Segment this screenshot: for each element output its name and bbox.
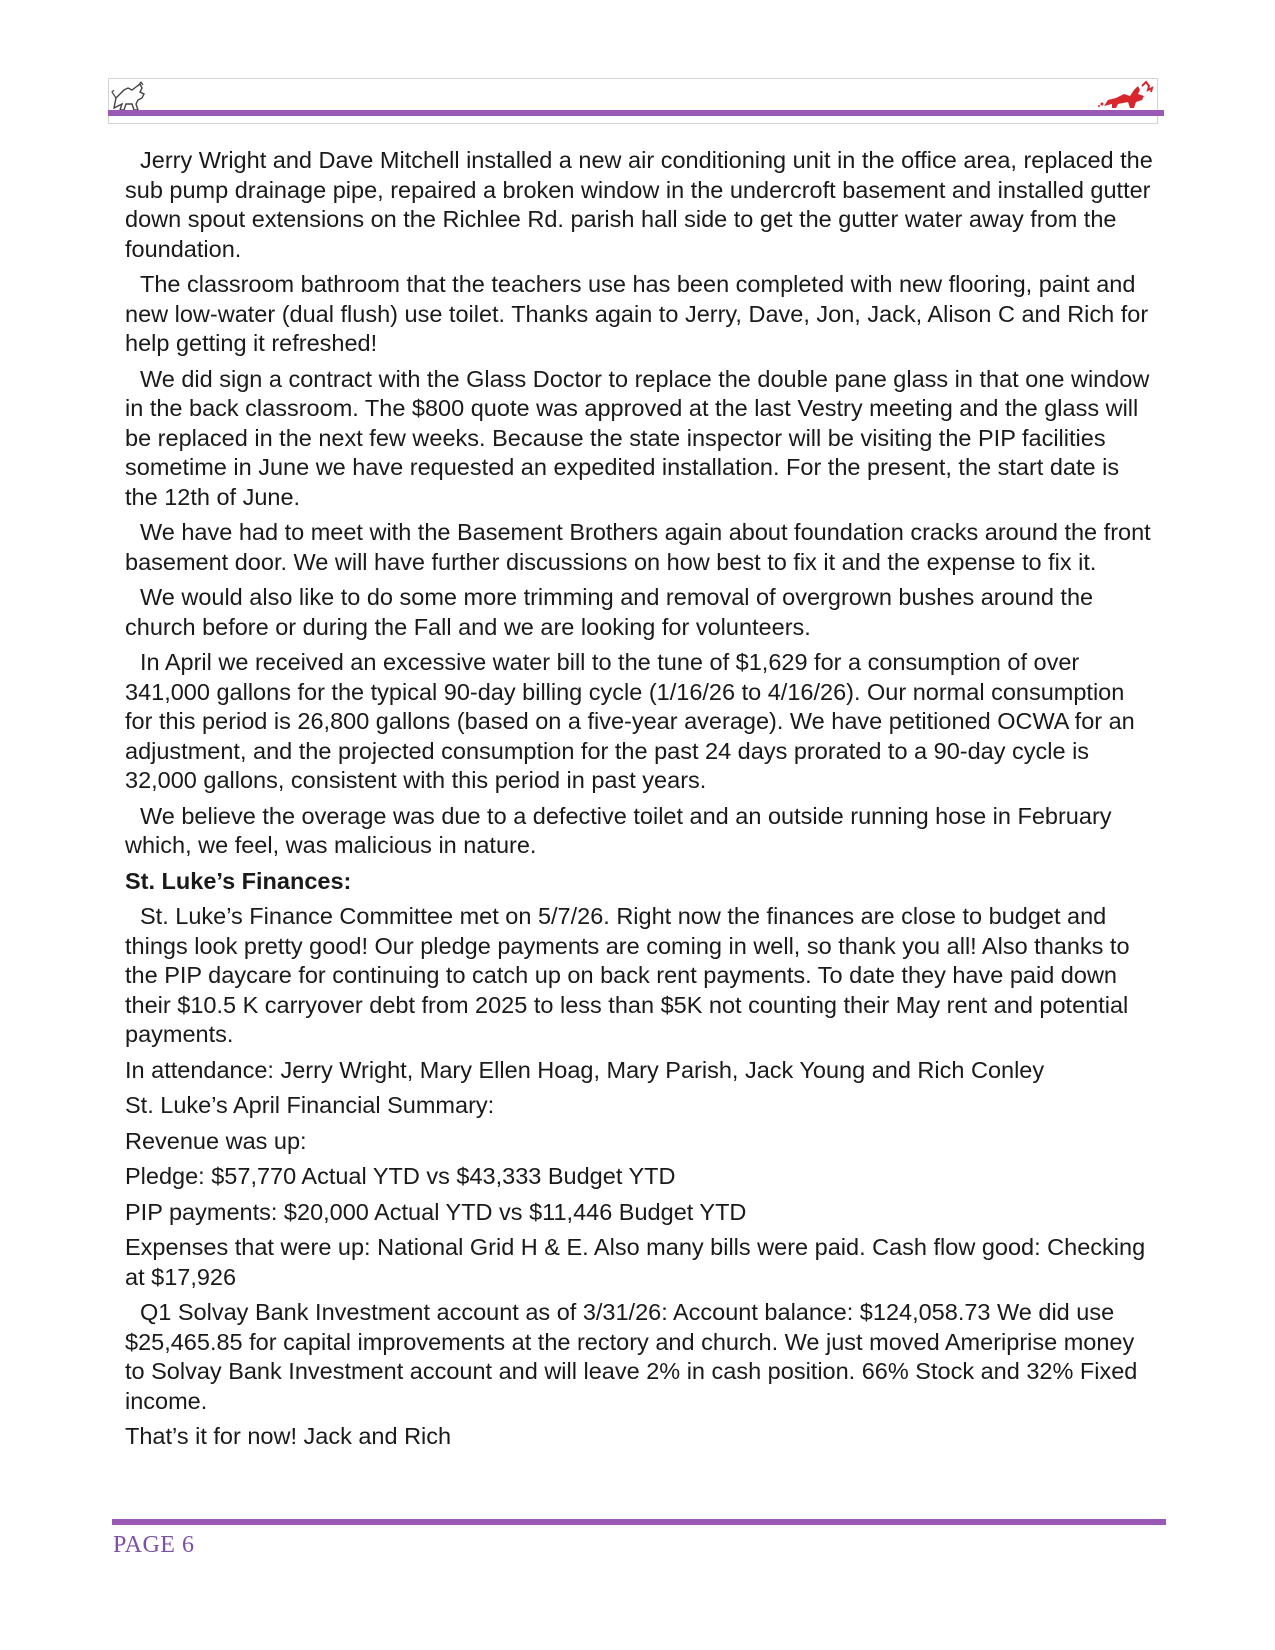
page-header bbox=[108, 78, 1158, 124]
paragraph-volunteers: We would also like to do some more trimming and removal of overgrown bushes around the church before or during the Fall and we are looking for volunteers. bbox=[125, 584, 1094, 640]
section-heading-finances: St. Luke’s Finances: bbox=[125, 867, 352, 894]
paragraph-finance-committee: St. Luke’s Finance Committee met on 5/7/26. Right now the finances are close to budget and things look pretty good! Our pledge payments are coming in well, so thank you all! Also thanks to the PIP daycare for continuing to catch up on back rent payments. To date they have paid down their $10.5 K carryover debt from 2025 to less than $5K not counting their May rent and potential payments. bbox=[125, 903, 1130, 1047]
paragraph-revenue: Revenue was up: bbox=[125, 1127, 307, 1154]
paragraph-water-bill: In April we received an excessive water bill to the tune of $1,629 for a consumption of over 341,000 gallons for the typical 90-day billing cycle (1/16/26 to 4/16/26). Our normal consumption for this period is 26,800 gallons (based on a five-year average). We have petitioned OCWA for an adjustment, and the projected consumption for the past 24 days prorated to a 90-day cycle is 32,000 gallons, consistent with this period in past years. bbox=[125, 649, 1135, 793]
paragraph-summary-title: St. Luke’s April Financial Summary: bbox=[125, 1092, 495, 1118]
lion-heraldic-icon bbox=[110, 80, 148, 114]
paragraph-basement: We have had to meet with the Basement Brothers again about foundation cracks around the front basement door. We will have further discussions on how best to fix it and the expense to fix it. bbox=[125, 519, 1151, 575]
paragraph-expenses: Expenses that were up: National Grid H & E. Also many bills were paid. Cash flow good: Checking at $17,926 bbox=[125, 1234, 1146, 1290]
header-rule bbox=[108, 110, 1164, 116]
article-body bbox=[125, 146, 1155, 1458]
paragraph-signoff: That’s it for now! Jack and Rich bbox=[125, 1423, 452, 1449]
paragraph-attendance: In attendance: Jerry Wright, Mary Ellen Hoag, Mary Parish, Jack Young and Rich Conley bbox=[125, 1056, 1045, 1083]
paragraph-pledge: Pledge: $57,770 Actual YTD vs $43,333 Budget YTD bbox=[125, 1163, 676, 1189]
paragraph-overage: We believe the overage was due to a defective toilet and an outside running hose in February which, we feel, was malicious in nature. bbox=[125, 802, 1112, 858]
red-bull-icon bbox=[1096, 80, 1156, 112]
paragraph-pip-payments: PIP payments: $20,000 Actual YTD vs $11,446 Budget YTD bbox=[125, 1198, 747, 1225]
footer-rule bbox=[112, 1519, 1166, 1525]
page-number: PAGE 6 bbox=[113, 1532, 195, 1558]
paragraph-glass-doctor: We did sign a contract with the Glass Doctor to replace the double pane glass in that one window in the back classroom. The $800 quote was approved at the last Vestry meeting and the glass will be replaced in the next few weeks. Because the state inspector will be visiting the PIP facilities sometime in June we have requested an expedited installation. For the present, the start date is the 12th of June. bbox=[125, 365, 1150, 510]
paragraph-bathroom: The classroom bathroom that the teachers use has been completed with new flooring, paint and new low-water (dual flush) use toilet. Thanks again to Jerry, Dave, Jon, Jack, Alison C and Rich for help getting it refreshed! bbox=[125, 271, 1149, 356]
paragraph-investment: Q1 Solvay Bank Investment account as of 3/31/26: Account balance: $124,058.73 We did use $25,465.85 for capital improvements at the rectory and church. We just moved Ameriprise money to Solvay Bank Investment account and will leave 2% in cash position. 66% Stock and 32% Fixed income. bbox=[125, 1299, 1138, 1414]
paragraph-maintenance: Jerry Wright and Dave Mitchell installed a new air conditioning unit in the office area, replaced the sub pump drainage pipe, repaired a broken window in the undercroft basement and installed gutter down spout extensions on the Richlee Rd. parish hall side to get the gutter water away from the foundation. bbox=[125, 147, 1153, 262]
